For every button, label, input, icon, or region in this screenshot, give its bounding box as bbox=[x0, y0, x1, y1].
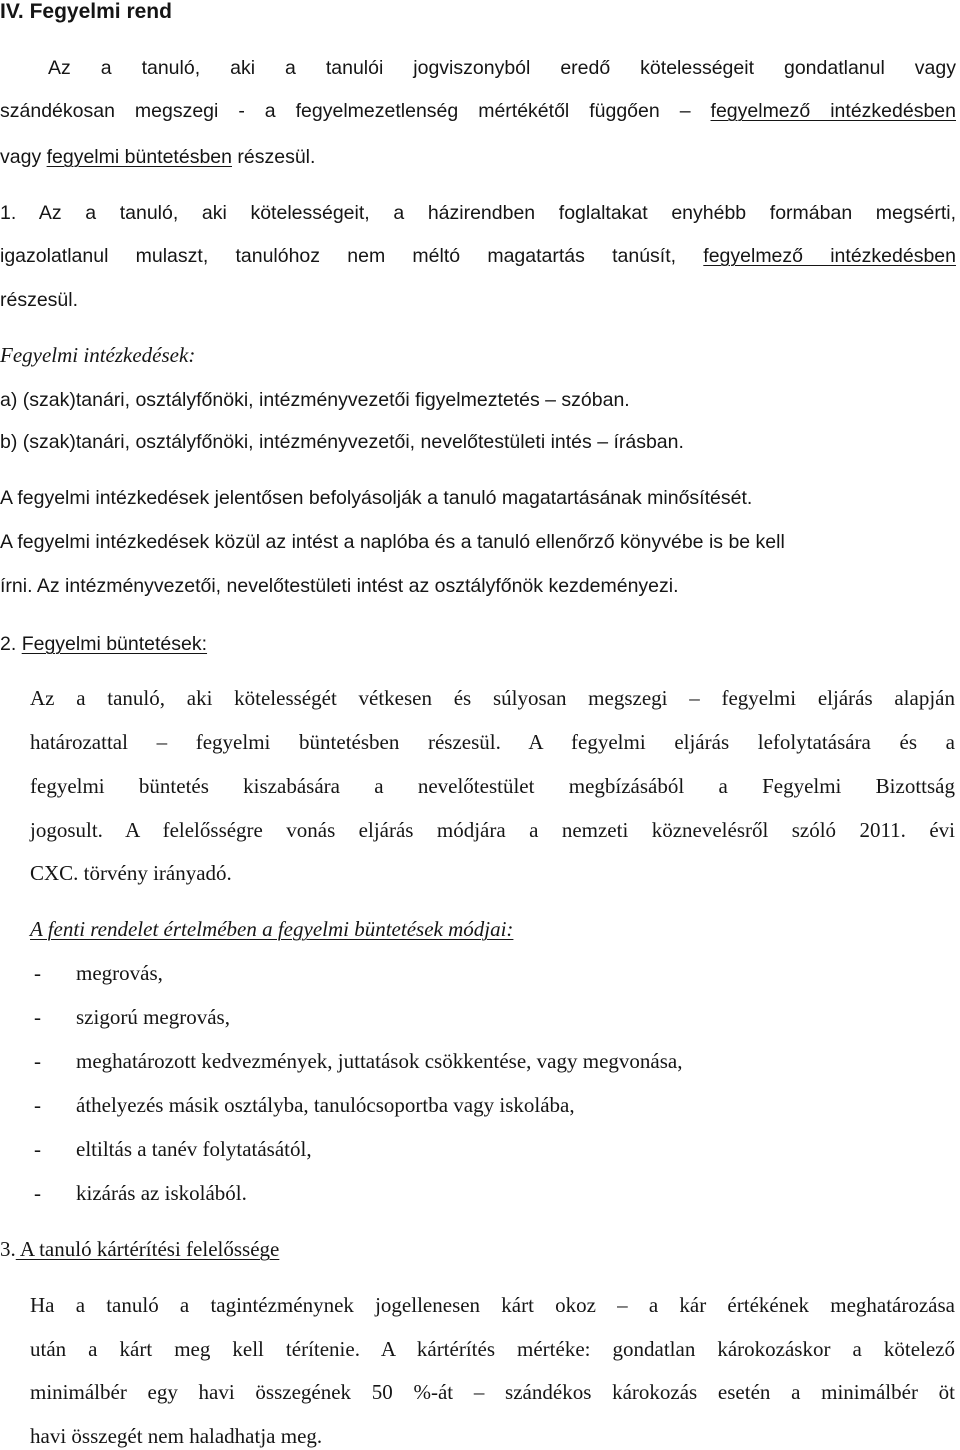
intro-line-3: vagy fegyelmi büntetésben részesül. bbox=[0, 146, 316, 168]
section2-para-line-1: Az a tanuló, aki kötelességét vétkesen és súlyosan megszegi – fegyelmi eljárás alapján bbox=[30, 686, 955, 710]
measure-note-1: A fegyelmi intézkedések jelentősen befolyásolják a tanuló magatartásának minősítését. bbox=[0, 487, 753, 509]
list-item-dash: - bbox=[34, 1005, 41, 1029]
measure-item-a: a) (szak)tanári, osztályfőnöki, intézményvezetői figyelmeztetés – szóban. bbox=[0, 389, 630, 411]
section3-para-line-3: minimálbér egy havi összegének 50 %-át – szándékos károkozás esetén a minimálbér öt bbox=[30, 1380, 955, 1404]
section2-para-line-5: CXC. törvény irányadó. bbox=[30, 861, 232, 885]
section1-line-3: részesül. bbox=[0, 289, 79, 311]
penalty-item: áthelyezés másik osztályba, tanulócsoportba vagy iskolába, bbox=[76, 1093, 575, 1117]
penalty-item: eltiltás a tanév folytatásától, bbox=[76, 1137, 312, 1161]
section2-para-line-2: határozattal – fegyelmi büntetésben részesül. A fegyelmi eljárás lefolytatására és a bbox=[30, 730, 955, 754]
penalty-list-heading: A fenti rendelet értelmében a fegyelmi büntetések módjai: bbox=[30, 917, 514, 941]
intro-line-2: szándékosan megszegi - a fegyelmezetlenség mértékétől függően – fegyelmező intézkedésben bbox=[0, 100, 956, 122]
section3-heading: 3. A tanuló kártérítési felelőssége bbox=[0, 1237, 280, 1261]
section1-subheading: Fegyelmi intézkedések: bbox=[0, 343, 196, 367]
section1-line-1: 1. Az a tanuló, aki kötelességeit, a házirendben foglaltakat enyhébb formában megsérti, bbox=[0, 202, 956, 224]
measure-note-2-line-2: írni. Az intézményvezetői, nevelőtestületi intést az osztályfőnök kezdeményezi. bbox=[0, 575, 679, 597]
penalty-item: szigorú megrovás, bbox=[76, 1005, 230, 1029]
section-heading: IV. Fegyelmi rend bbox=[0, 0, 172, 23]
section2-para-line-3: fegyelmi büntetés kiszabására a nevelőtestület megbízásából a Fegyelmi Bizottság bbox=[30, 774, 955, 798]
section3-para-line-1: Ha a tanuló a tagintézménynek jogellenesen kárt okoz – a kár értékének meghatározása bbox=[30, 1293, 955, 1317]
measure-item-b: b) (szak)tanári, osztályfőnöki, intézményvezetői, nevelőtestületi intés – írásban. bbox=[0, 431, 684, 453]
penalty-item: meghatározott kedvezmények, juttatások csökkentése, vagy megvonása, bbox=[76, 1049, 683, 1073]
list-item-dash: - bbox=[34, 1049, 41, 1073]
list-item-dash: - bbox=[34, 961, 41, 985]
list-item-dash: - bbox=[34, 1093, 41, 1117]
list-item-dash: - bbox=[34, 1137, 41, 1161]
section2-para-line-4: jogosult. A felelősségre vonás eljárás módjára a nemzeti köznevelésről szóló 2011. évi bbox=[30, 818, 955, 842]
section3-para-line-2: után a kárt meg kell térítenie. A kártérítés mértéke: gondatlan károkozáskor a kötelező bbox=[30, 1337, 955, 1361]
measure-note-2-line-1: A fegyelmi intézkedések közül az intést a naplóba és a tanuló ellenőrző könyvébe is be kell bbox=[0, 531, 785, 553]
list-item-dash: - bbox=[34, 1181, 41, 1205]
section3-para-line-4: havi összegét nem haladhatja meg. bbox=[30, 1424, 323, 1448]
intro-line-1: Az a tanuló, aki a tanulói jogviszonyból eredő kötelességeit gondatlanul vagy bbox=[48, 57, 956, 79]
section2-heading: 2. Fegyelmi büntetések: bbox=[0, 633, 208, 655]
penalty-item: kizárás az iskolából. bbox=[76, 1181, 247, 1205]
penalty-item: megrovás, bbox=[76, 961, 163, 985]
section1-line-2: igazolatlanul mulaszt, tanulóhoz nem méltó magatartás tanúsít, fegyelmező intézkedésben bbox=[0, 245, 956, 267]
